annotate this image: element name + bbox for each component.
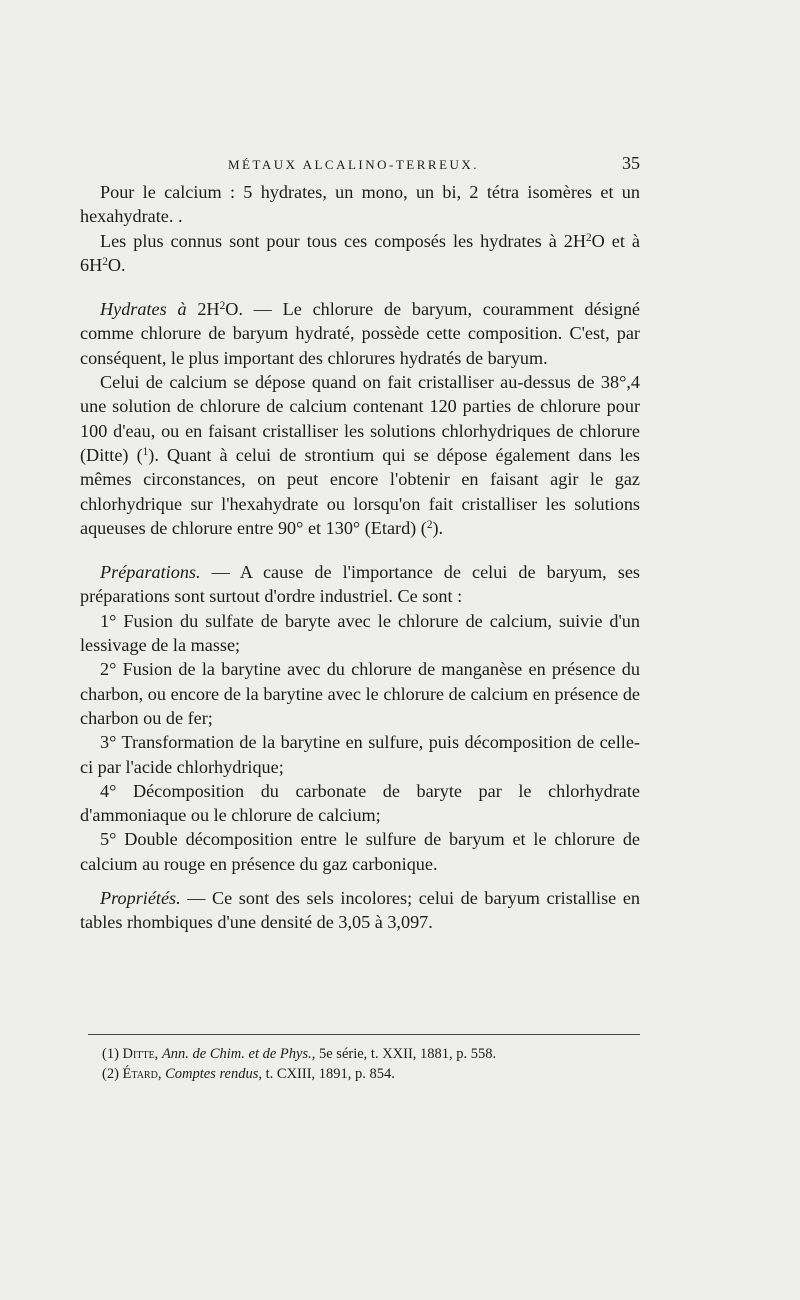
section-hydrates-2h2o: Hydrates à $2H^2O$. — Le chlorure de baryum, couramment désigné comme chlorure de baryum hydraté, possède cette composition. C'est, par conséquent, le plus important des chlorures hydratés de baryum. (80, 299, 640, 368)
section-heading-preparations: Préparations. (100, 562, 201, 583)
footnote-1: (1) Ditte, Ann. de Chim. et de Phys., 5e série, t. XXII, 1881, p. 558. (102, 1046, 497, 1062)
paragraph-known-hydrates: Les plus connus sont pour tous ces composés les hydrates à $2H^2O$ et à $6H^2O$. (80, 230, 640, 275)
section-proprietes: Propriétés. — Ce sont des sels incolores; celui de baryum cristallise en tables rhombiques d'une densité de 3,05 à 3,097. (80, 888, 640, 933)
footnote-2: (2) Étard, Comptes rendus, t. CXIII, 1891, p. 854. (102, 1066, 395, 1082)
body-text (80, 180, 640, 935)
prep-item-2: 2° Fusion de la barytine avec du chlorure de manganèse en présence du charbon, ou encore de la barytine avec le chlorure de calcium en présence de charbon ou de fer; (80, 659, 640, 728)
footnote-ref-2: 2 (426, 518, 433, 531)
prep-item-1: 1° Fusion du sulfate de baryte avec le chlorure de calcium, suivie d'un lessivage de la masse; (80, 610, 640, 656)
paragraph-calcium-hydrates: Pour le calcium : 5 hydrates, un mono, un bi, 2 tétra isomères et un hexahydrate. . (80, 182, 640, 227)
footnote-ref-1: 1 (142, 445, 149, 458)
section-preparations: Préparations. — A cause de l'importance de celui de baryum, ses préparations sont surtout d'ordre industriel. Ce sont : (80, 562, 640, 607)
section-heading-hydrates: Hydrates à (100, 299, 187, 320)
prep-item-5: 5° Double décomposition entre le sulfure de baryum et le chlorure de calcium au rouge en présence du gaz carbonique. (80, 829, 640, 874)
prep-item-3: 3° Transformation de la barytine en sulfure, puis décomposition de celle-ci par l'acide chlorhydrique; (80, 732, 640, 777)
section-heading-proprietes: Propriétés. (100, 888, 181, 909)
footnote-divider (88, 1034, 640, 1035)
running-header (80, 153, 640, 177)
paragraph-calcium-strontium: Celui de calcium se dépose quand on fait cristalliser au-dessus de 38°,4 une solution de chlorure de calcium contenant 120 parties de chlorure pour 100 d'eau, ou en faisant cristalliser les solutions chlorhydriques de chlorure (Ditte) ($^1$). Quant à celui de strontium qui se dépose également dans les mêmes circonstances, on peut encore l'obtenir en faisant agir le gaz chlorhydrique sur l'hexahydrate ou lorsqu'on fait cristalliser les solutions aqueuses de chlorure entre 90° et 130° (Etard) ($^2$). (80, 372, 640, 538)
prep-item-4: 4° Décomposition du carbonate de baryte par le chlorhydrate d'ammoniaque ou le chlorure de calcium; (80, 780, 640, 826)
page-number: 35 (622, 153, 640, 173)
footnotes (80, 1044, 640, 1084)
running-title: MÉTAUX ALCALINO-TERREUX. (228, 157, 480, 172)
